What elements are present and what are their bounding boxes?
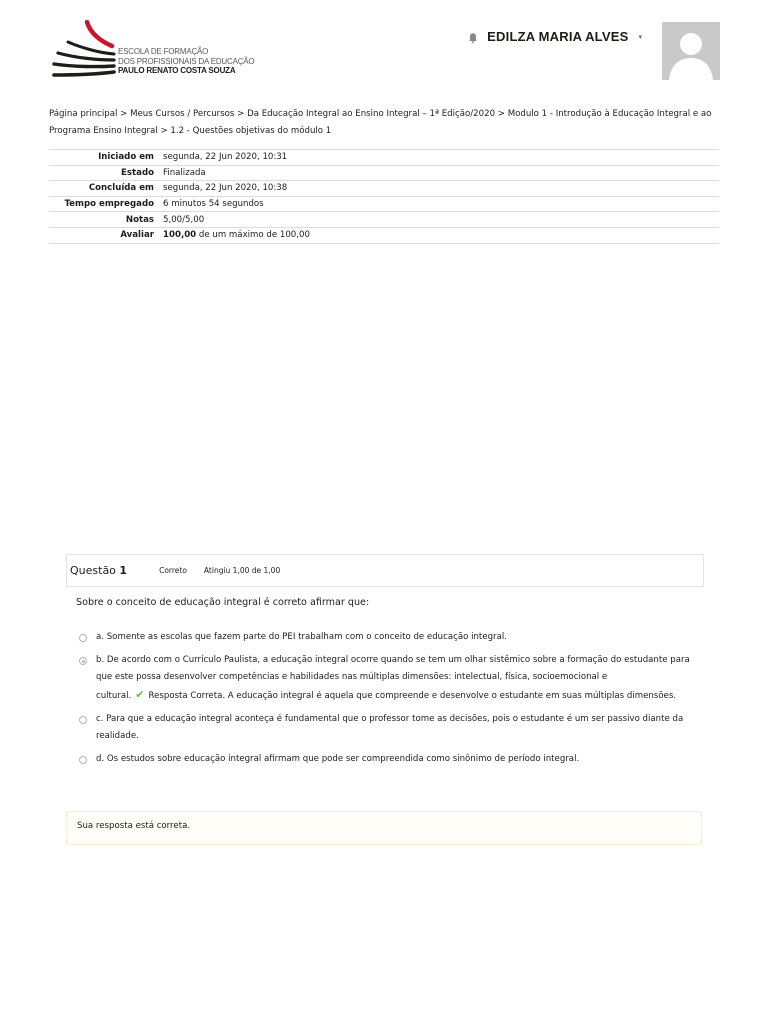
summary-label: Iniciado em: [98, 152, 154, 163]
radio-button[interactable]: [79, 716, 87, 724]
summary-label: Notas: [125, 214, 154, 225]
logo-line-2: DOS PROFISSIONAIS DA EDUCAÇÃO: [118, 56, 255, 66]
grade-max: de um máximo de 100,00: [196, 230, 310, 241]
answer-option-a[interactable]: [78, 629, 698, 646]
summary-value: segunda, 22 Jun 2020, 10:38: [163, 183, 288, 194]
logo-line-1: ESCOLA DE FORMAÇÃO: [118, 47, 209, 56]
breadcrumb-my-courses[interactable]: Meus Cursos / Percursos: [130, 109, 235, 119]
question-grade: Atingiu 1,00 de 1,00: [203, 566, 281, 575]
answer-option-b[interactable]: [78, 652, 698, 705]
question-text: Sobre o conceito de educação integral é correto afirmar que:: [76, 597, 370, 608]
summary-value: [159, 227, 719, 243]
summary-label: Avaliar: [120, 230, 154, 241]
table-row: [49, 165, 719, 181]
breadcrumb-separator: >: [160, 126, 168, 136]
logo-line-3: PAULO RENATO COSTA SOUZA: [118, 66, 236, 75]
notification-bell-icon[interactable]: [467, 31, 479, 43]
table-row: [49, 212, 719, 228]
breadcrumb-separator: >: [237, 109, 245, 119]
logo-text: [118, 47, 254, 76]
feedback-text: Sua resposta está correta.: [77, 821, 191, 831]
attempt-summary-table: [49, 149, 719, 244]
summary-value: 6 minutos 54 segundos: [163, 199, 264, 210]
summary-label: Concluída em: [88, 183, 154, 194]
table-row: [49, 181, 719, 197]
table-row: [49, 196, 719, 212]
summary-value: Finalizada: [163, 167, 206, 178]
table-row: [49, 227, 719, 243]
answer-option-d[interactable]: [78, 751, 698, 768]
user-placeholder-icon: [662, 22, 720, 80]
answer-list: [78, 629, 698, 774]
grade-value: 100,00: [163, 230, 197, 241]
answer-feedback: Resposta Correta. A educação integral é aquela que compreende e desenvolve o estudante em suas múltiplas dimensões.: [148, 691, 677, 701]
summary-label: Estado: [121, 167, 154, 178]
answer-text: c. Para que a educação integral aconteça é fundamental que o professor tome as decisões, pois o estudante é um ser passivo diante da realidade.: [96, 714, 684, 741]
summary-value: segunda, 22 Jun 2020, 10:31: [163, 152, 288, 163]
radio-button-selected[interactable]: [79, 657, 87, 665]
breadcrumb-separator: >: [120, 109, 128, 119]
answer-text: b. De acordo com o Currículo Paulista, a educação integral ocorre quando se tem um olhar sistêmico sobre a formação do estudante para que este possa desenvolver competências e habilidades nas múltiplas dimensões: intelectual, física, socioemocional e cultural.: [96, 655, 690, 701]
user-menu[interactable]: [467, 29, 642, 44]
question-number-value: 1: [119, 564, 128, 577]
question-label: Questão: [70, 564, 116, 577]
avatar[interactable]: [662, 22, 720, 80]
table-row: [49, 150, 719, 166]
summary-value: 5,00/5,00: [163, 214, 205, 225]
radio-button[interactable]: [79, 756, 87, 764]
question-info: [66, 554, 704, 587]
answer-option-c[interactable]: [78, 711, 698, 745]
breadcrumb-module[interactable]: Modulo 1 - Introdução à Educação Integral e ao Programa Ensino Integral: [49, 109, 712, 136]
user-name[interactable]: EDILZA MARIA ALVES: [487, 29, 629, 44]
radio-button[interactable]: [79, 634, 87, 642]
summary-label: Tempo empregado: [64, 199, 154, 210]
checkmark-icon: ✔: [135, 688, 145, 701]
breadcrumb-home[interactable]: Página principal: [49, 109, 118, 119]
answer-text: a. Somente as escolas que fazem parte do PEI trabalham com o conceito de educação integral.: [96, 632, 507, 642]
question-state: Correto: [159, 566, 187, 575]
breadcrumb: [49, 106, 729, 140]
breadcrumb-quiz[interactable]: 1.2 - Questões objetivas do módulo 1: [170, 126, 332, 136]
breadcrumb-course[interactable]: Da Educação Integral ao Ensino Integral – 1ª Edição/2020: [247, 109, 496, 119]
feedback-box: [66, 811, 702, 845]
chevron-down-icon[interactable]: ▾: [638, 32, 642, 41]
breadcrumb-separator: >: [497, 109, 505, 119]
question-number: [70, 564, 127, 577]
answer-text: d. Os estudos sobre educação integral afirmam que pode ser compreendida como sinônimo de período integral.: [96, 754, 580, 764]
